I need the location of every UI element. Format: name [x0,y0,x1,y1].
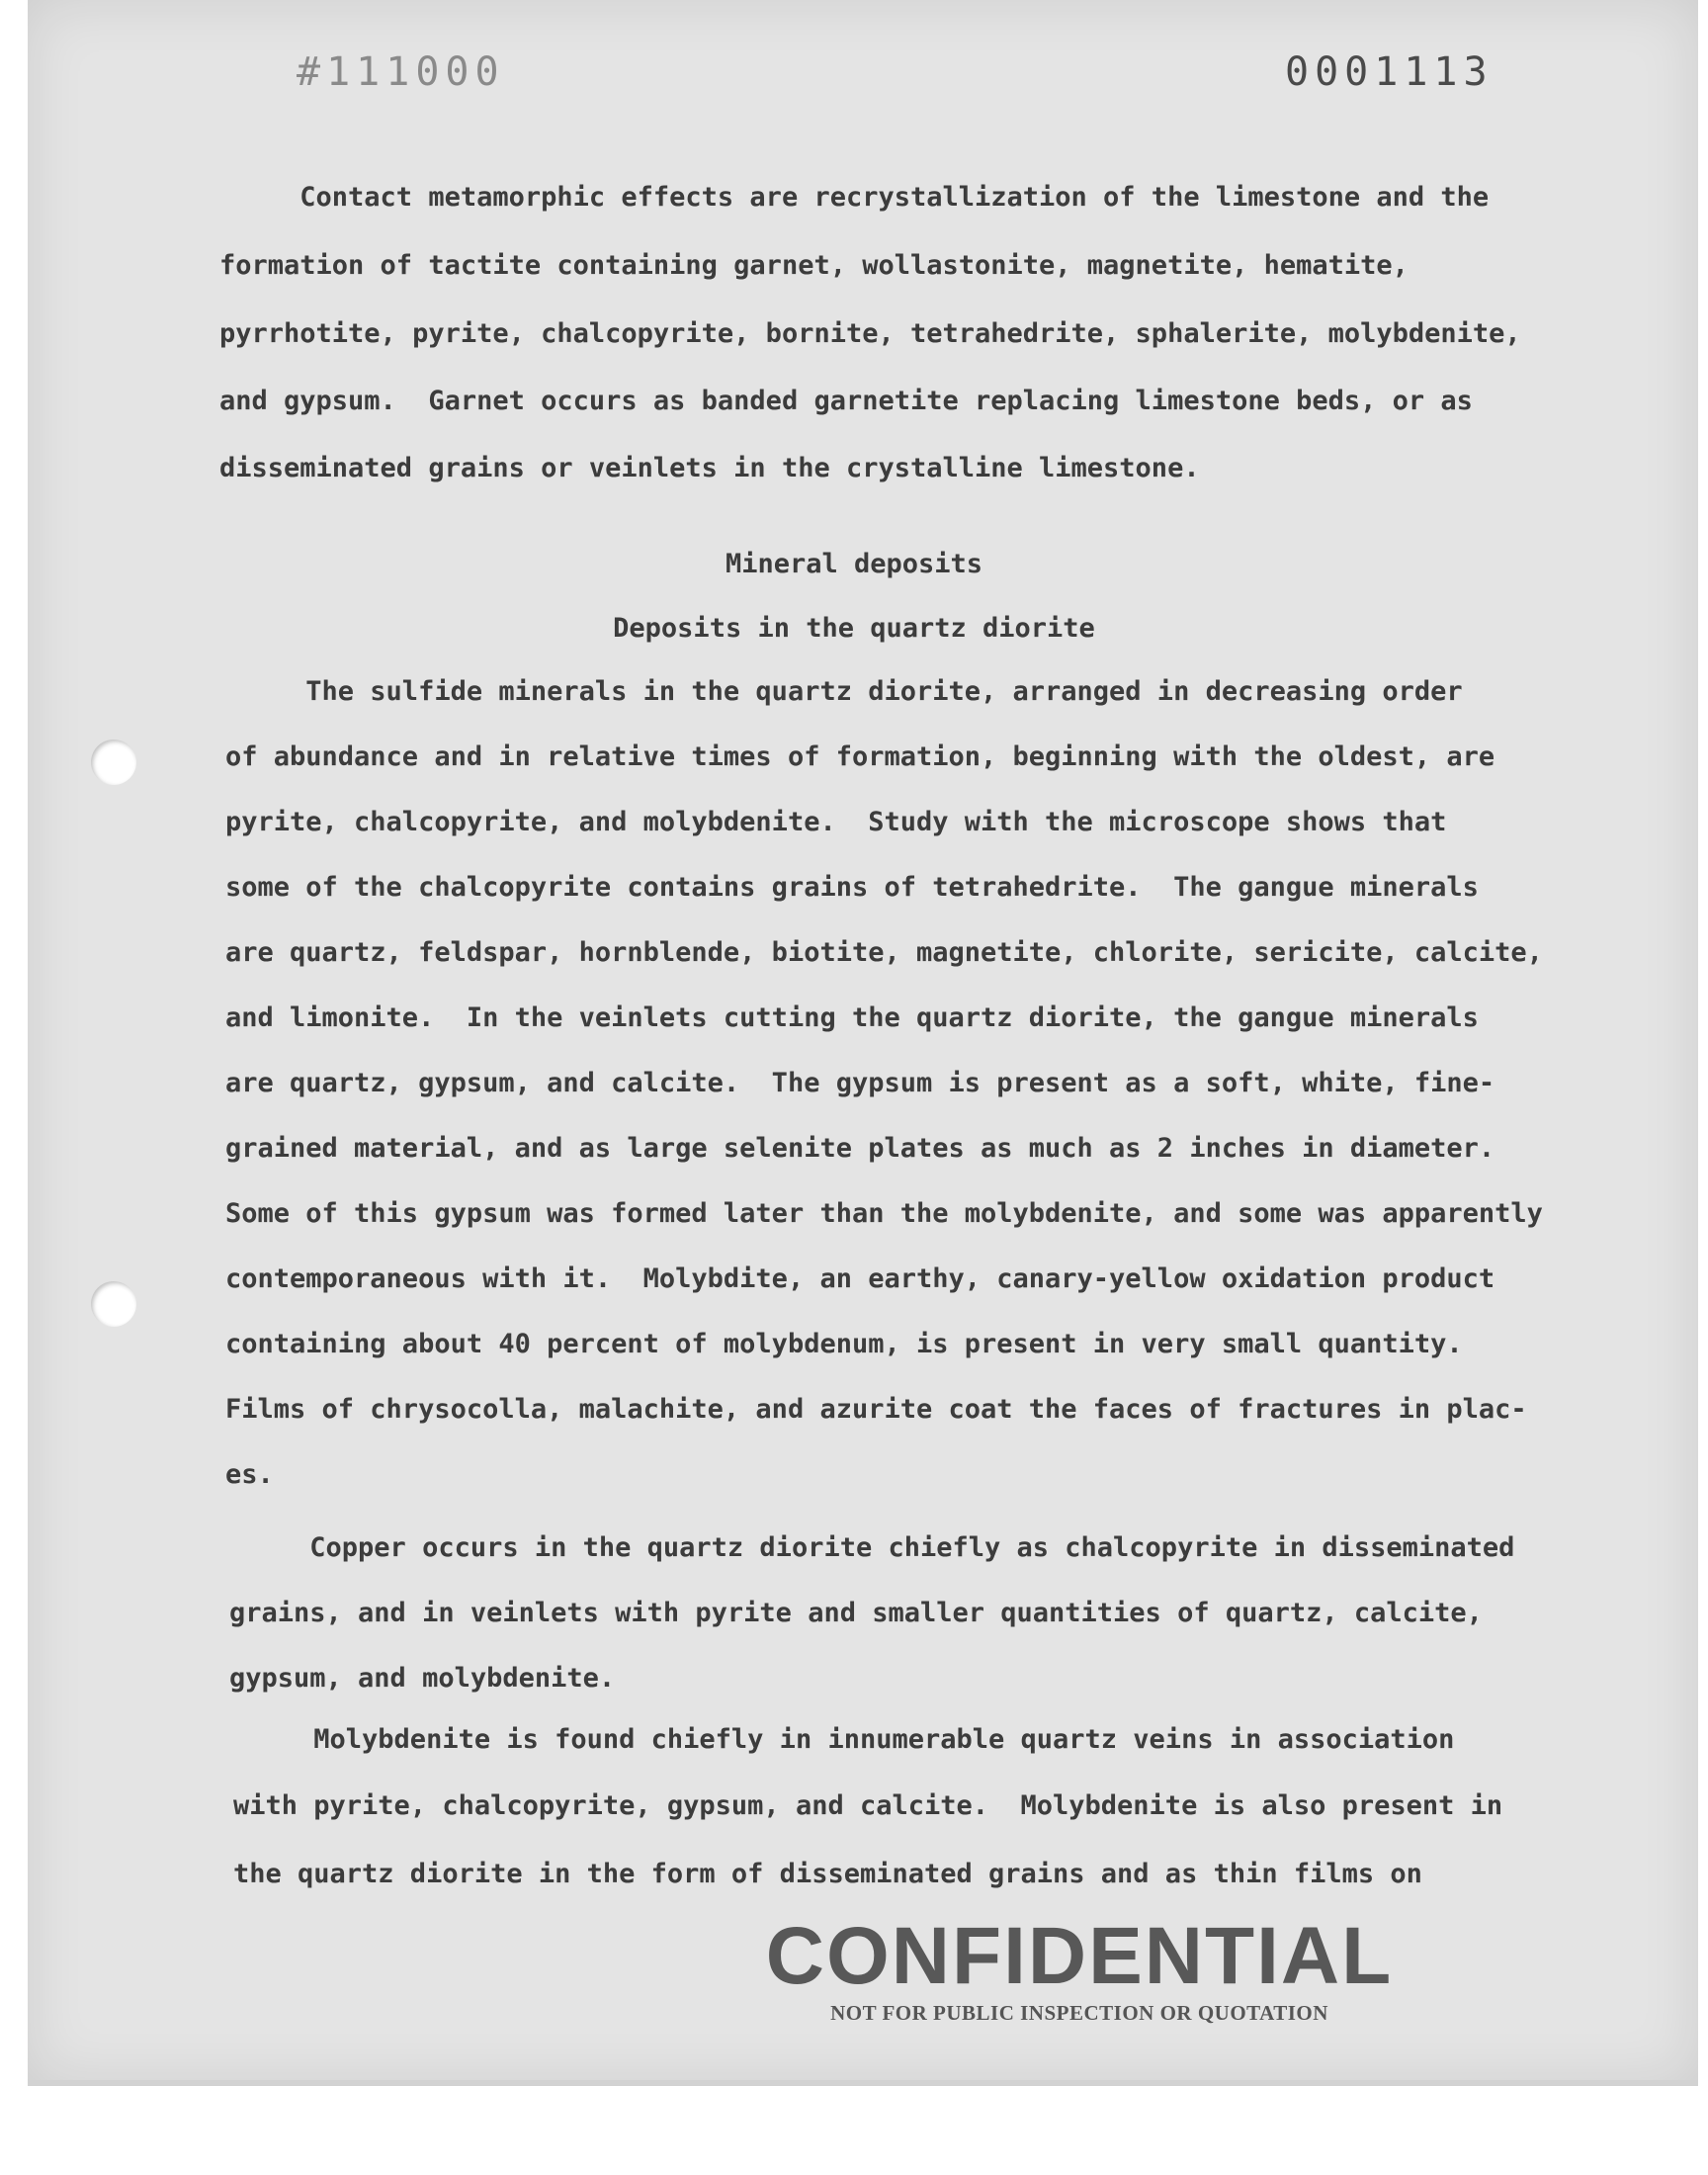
text-line: with pyrite, chalcopyrite, gypsum, and calcite. Molybdenite is also present in [233,1790,1503,1821]
text-line: Contact metamorphic effects are recrystallization of the limestone and the [219,182,1490,213]
text-line: Films of chrysocolla, malachite, and azurite coat the faces of fractures in plac- [225,1394,1527,1425]
text-line: and limonite. In the veinlets cutting the quartz diorite, the gangue minerals [225,1002,1479,1033]
punch-hole-bottom [91,1281,136,1327]
stamp-title: CONFIDENTIAL [765,1911,1394,2001]
text-line: The sulfide minerals in the quartz diorite, arranged in decreasing order [225,676,1463,707]
text-line: and gypsum. Garnet occurs as banded garnetite replacing limestone beds, or as [219,386,1473,416]
file-number: #111000 [297,49,505,95]
text-line: containing about 40 percent of molybdenum, is present in very small quantity. [225,1329,1463,1359]
text-line: pyrrhotite, pyrite, chalcopyrite, bornite, tetrahedrite, sphalerite, molybdenite, [219,318,1521,349]
text-line: grained material, and as large selenite plates as much as 2 inches in diameter. [225,1133,1495,1164]
text-line: gypsum, and molybdenite. [229,1663,616,1694]
subsection-heading: Deposits in the quartz diorite [613,613,1095,644]
text-line: formation of tactite containing garnet, wollastonite, magnetite, hematite, [219,250,1409,281]
text-line: contemporaneous with it. Molybdite, an earthy, canary-yellow oxidation product [225,1263,1495,1294]
text-line: of abundance and in relative times of formation, beginning with the oldest, are [225,741,1495,772]
text-line: Molybdenite is found chiefly in innumerable quartz veins in association [233,1724,1455,1755]
text-line: Some of this gypsum was formed later than the molybdenite, and some was apparently [225,1198,1543,1229]
text-line: are quartz, feldspar, hornblende, biotite, magnetite, chlorite, sericite, calcite, [225,937,1543,968]
text-line: Copper occurs in the quartz diorite chiefly as chalcopyrite in disseminated [229,1532,1515,1563]
confidential-stamp [714,1911,1445,2026]
text-line: es. [225,1459,274,1490]
text-line: disseminated grains or veinlets in the crystalline limestone. [219,453,1200,483]
stamp-subtitle: NOT FOR PUBLIC INSPECTION OR QUOTATION [830,2001,1328,2025]
text-line: pyrite, chalcopyrite, and molybdenite. Study with the microscope shows that [225,807,1447,837]
page-serial-number: 0001113 [1285,49,1494,95]
text-line: grains, and in veinlets with pyrite and smaller quantities of quartz, calcite, [229,1598,1483,1628]
section-heading: Mineral deposits [725,549,983,579]
text-line: are quartz, gypsum, and calcite. The gypsum is present as a soft, white, fine- [225,1068,1495,1098]
text-line: some of the chalcopyrite contains grains of tetrahedrite. The gangue minerals [225,872,1479,903]
punch-hole-top [91,740,136,785]
text-line: the quartz diorite in the form of disseminated grains and as thin films on [233,1859,1422,1889]
document-page [28,0,1698,2084]
page-edge [28,2080,1698,2086]
